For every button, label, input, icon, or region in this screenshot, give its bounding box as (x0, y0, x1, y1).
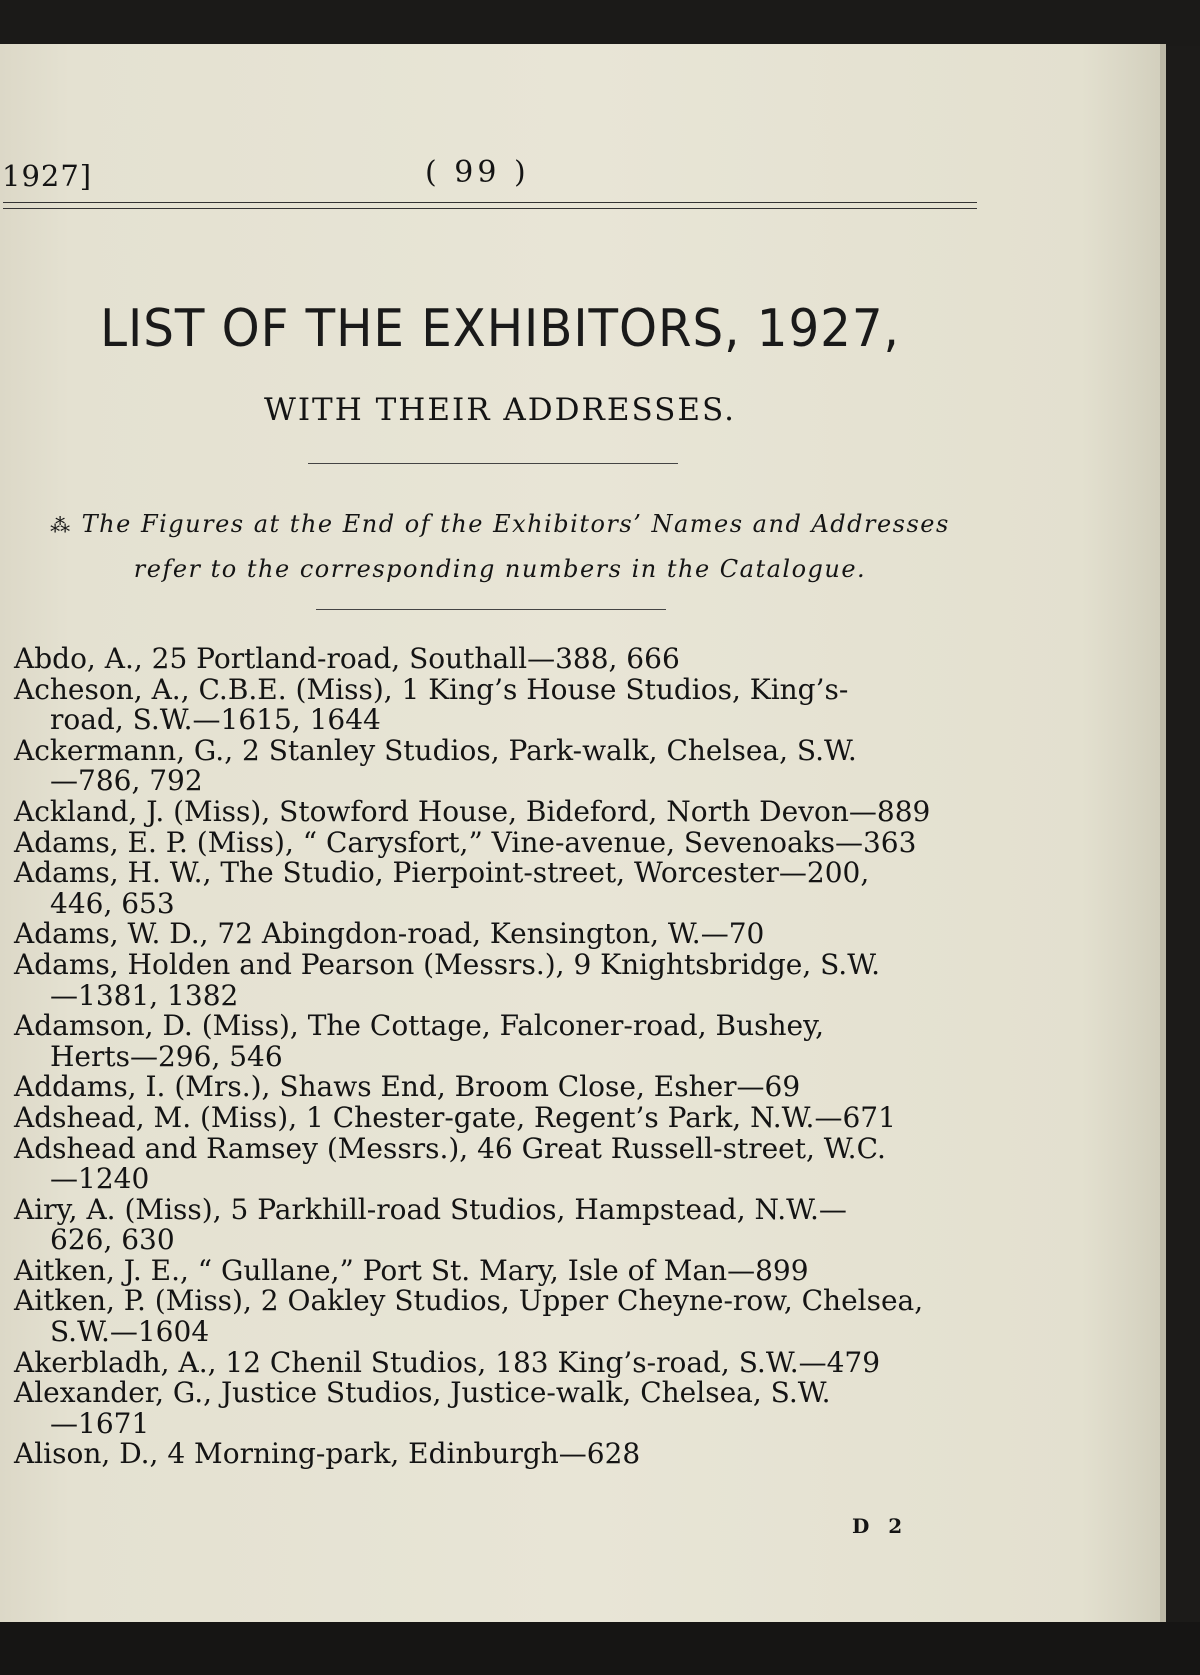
entry-continuation: —1240 (50, 1162, 150, 1196)
exhibitor-entry (14, 672, 1024, 737)
exhibitor-entry (14, 919, 1024, 950)
running-header (0, 151, 1000, 191)
entry-line: Akerbladh, A., 12 Chenil Studios, 183 King’s-road, S.W.—479 (14, 1345, 881, 1379)
header-year: 1927] (2, 159, 93, 193)
entry-line: Aitken, P. (Miss), 2 Oakley Studios, Upper Cheyne-row, Chelsea, (14, 1284, 924, 1318)
exhibitor-entry (14, 1439, 1024, 1470)
entry-line: Adshead, M. (Miss), 1 Chester-gate, Regent’s Park, N.W.—671 (14, 1100, 896, 1134)
exhibitor-entry (14, 1131, 1024, 1196)
scan-background-top (0, 0, 1200, 46)
note-divider (316, 609, 666, 610)
entry-continuation: —1671 (50, 1406, 150, 1440)
catalogue-note (0, 502, 1000, 591)
entry-continuation: Herts—296, 546 (50, 1039, 283, 1073)
note-line-2: refer to the corresponding numbers in the Catalogue. (133, 555, 867, 583)
entry-line: Alison, D., 4 Morning-park, Edinburgh—628 (14, 1437, 641, 1471)
entry-continuation: S.W.—1604 (50, 1315, 210, 1349)
entry-line: Adams, H. W., The Studio, Pierpoint-street, Worcester—200, (14, 856, 870, 890)
entry-line: Adshead and Ramsey (Messrs.), 46 Great Russell-street, W.C. (14, 1131, 886, 1165)
page-title: LIST OF THE EXHIBITORS, 1927, (100, 299, 900, 359)
exhibitor-entry (14, 1072, 1024, 1103)
book-page (0, 44, 1163, 1622)
exhibitor-entry (14, 1378, 1024, 1439)
entry-line: Aitken, J. E., “ Gullane,” Port St. Mary, Isle of Man—899 (14, 1253, 809, 1287)
exhibitor-entry (14, 947, 1024, 1012)
note-line-1: ⁂ The Figures at the End of the Exhibitors’ Names and Addresses (50, 510, 950, 538)
exhibitor-entry (14, 1100, 1024, 1134)
entry-continuation: 626, 630 (50, 1223, 175, 1257)
page-edge (1160, 44, 1166, 1622)
header-rule-top (3, 202, 977, 203)
entry-continuation: road, S.W.—1615, 1644 (50, 703, 381, 737)
entry-continuation: —786, 792 (50, 764, 203, 798)
entry-continuation: —1381, 1382 (50, 978, 239, 1012)
exhibitor-entry (14, 1192, 1024, 1257)
page-subtitle: WITH THEIR ADDRESSES. (263, 392, 737, 428)
entry-continuation: 446, 653 (50, 886, 175, 920)
exhibitor-entry (14, 1011, 1024, 1072)
exhibitor-entry (14, 1345, 1024, 1379)
entry-line: Ackermann, G., 2 Stanley Studios, Park-walk, Chelsea, S.W. (14, 733, 857, 767)
entry-line: Addams, I. (Mrs.), Shaws End, Broom Close, Esher—69 (14, 1070, 801, 1104)
exhibitor-entry (14, 1253, 1024, 1287)
entry-line: Alexander, G., Justice Studios, Justice-walk, Chelsea, S.W. (14, 1376, 831, 1410)
entry-line: Adams, Holden and Pearson (Messrs.), 9 Knightsbridge, S.W. (14, 947, 880, 981)
exhibitor-entry (14, 825, 1024, 859)
signature-mark: D 2 (852, 1514, 909, 1538)
entry-line: Ackland, J. (Miss), Stowford House, Bideford, North Devon—889 (14, 794, 931, 828)
entry-line: Acheson, A., C.B.E. (Miss), 1 King’s House Studios, King’s- (14, 672, 849, 706)
page-number: ( 99 ) (425, 155, 530, 190)
entry-line: Airy, A. (Miss), 5 Parkhill-road Studios, Hampstead, N.W.— (14, 1192, 847, 1226)
exhibitor-entry (14, 733, 1024, 798)
asterism-icon: ⁂ (50, 513, 72, 537)
entry-line: Abdo, A., 25 Portland-road, Southall—388, 666 (14, 642, 680, 675)
exhibitor-entry (14, 644, 1024, 675)
entry-line: Adams, W. D., 72 Abingdon-road, Kensington, W.—70 (14, 917, 765, 951)
title-divider (308, 463, 678, 464)
exhibitor-entry (14, 858, 1024, 919)
entry-line: Adams, E. P. (Miss), “ Carysfort,” Vine-avenue, Sevenoaks—363 (14, 825, 917, 859)
exhibitor-entry (14, 1286, 1024, 1347)
scan-background-bottom (0, 1622, 1200, 1675)
entry-line: Adamson, D. (Miss), The Cottage, Falconer-road, Bushey, (14, 1009, 825, 1043)
exhibitor-list (14, 644, 1024, 1470)
header-rule-bottom (3, 208, 977, 209)
exhibitor-entry (14, 794, 1024, 828)
